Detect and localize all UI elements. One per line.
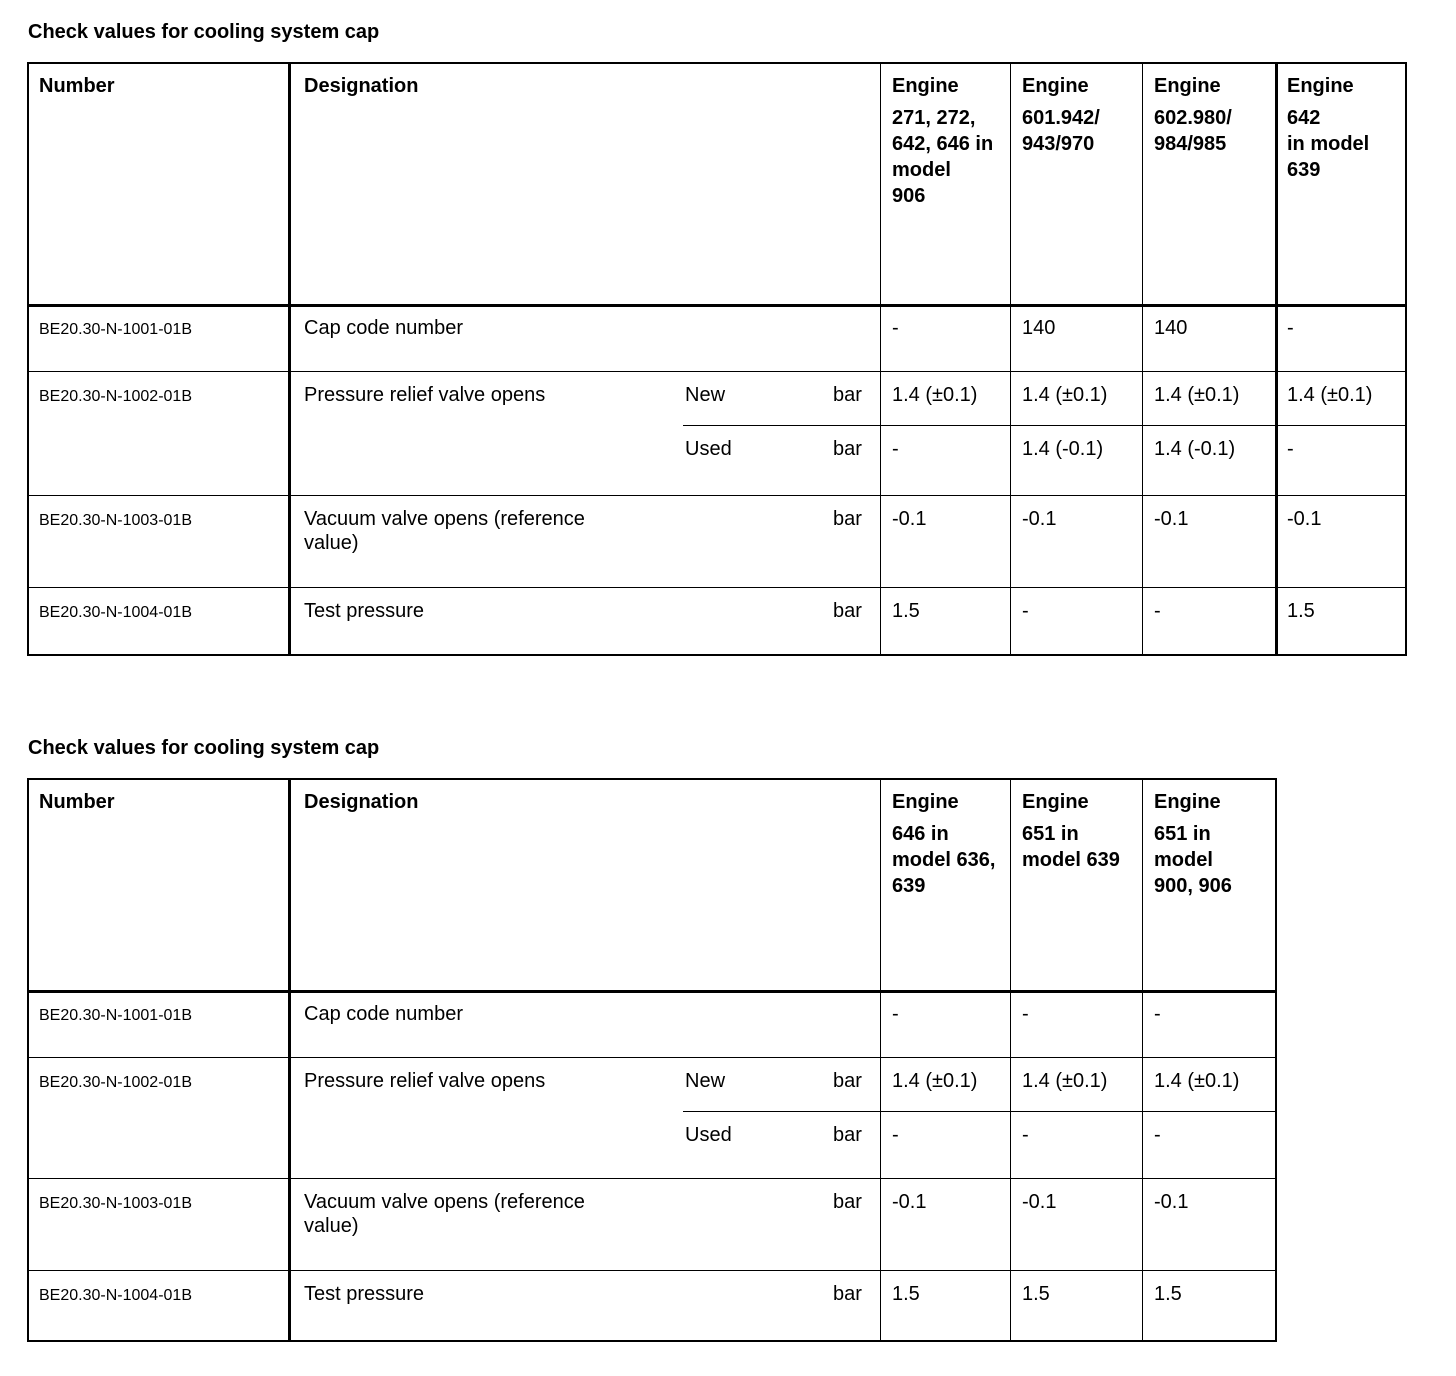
- unit-label: bar: [833, 1124, 862, 1146]
- unit-label: bar: [833, 1070, 862, 1092]
- header-engine-line: 900, 906: [1154, 875, 1232, 897]
- header-engine-line: model 636,: [892, 849, 996, 871]
- subrow-divider: [683, 1111, 1275, 1112]
- header-engine-line: 651 in: [1154, 823, 1211, 845]
- row-divider: [29, 587, 1405, 588]
- value-cell: 140: [1022, 317, 1056, 339]
- value-cell: 1.5: [892, 1283, 920, 1305]
- row-designation: Cap code number: [304, 1003, 463, 1025]
- value-cell: -: [1154, 1124, 1161, 1146]
- column-divider: [1275, 64, 1278, 654]
- header-number: Number: [39, 791, 115, 813]
- value-cell: 1.5: [1154, 1283, 1182, 1305]
- column-divider: [880, 64, 881, 654]
- column-divider: [1010, 780, 1011, 1340]
- column-divider: [1010, 64, 1011, 654]
- row-divider: [29, 495, 1405, 496]
- header-engine-line: 646 in: [892, 823, 949, 845]
- header-engine-line: 639: [892, 875, 926, 897]
- row-divider: [29, 990, 1275, 993]
- value-cell: -: [1022, 1003, 1029, 1025]
- value-cell: -: [1022, 1124, 1029, 1146]
- header-engine-line: 642: [1287, 107, 1321, 129]
- header-engine-line: 601.942/: [1022, 107, 1100, 129]
- row-designation: Vacuum valve opens (reference value): [304, 1191, 585, 1237]
- value-cell: 1.4 (±0.1): [1022, 1070, 1108, 1092]
- header-engine-line: 943/970: [1022, 133, 1095, 155]
- column-divider: [288, 64, 291, 654]
- unit-label: bar: [833, 1283, 862, 1305]
- value-cell: -: [1154, 1003, 1161, 1025]
- value-cell: 1.5: [1022, 1283, 1050, 1305]
- row-number: BE20.30-N-1002-01B: [39, 1074, 192, 1091]
- row-divider: [29, 1178, 1275, 1179]
- unit-label: bar: [833, 600, 862, 622]
- value-cell: -0.1: [1022, 508, 1057, 530]
- value-cell: 1.4 (±0.1): [1022, 384, 1108, 406]
- column-divider: [880, 780, 881, 1340]
- value-cell: -0.1: [1154, 508, 1189, 530]
- row-divider: [29, 304, 1405, 307]
- row-number: BE20.30-N-1004-01B: [39, 604, 192, 621]
- subrow-divider: [683, 425, 1405, 426]
- row-designation: Cap code number: [304, 317, 463, 339]
- unit-label: bar: [833, 438, 862, 460]
- subrow-label-new: New: [685, 1070, 726, 1092]
- header-engine-line: model 639: [1022, 849, 1120, 871]
- row-number: BE20.30-N-1004-01B: [39, 1287, 192, 1304]
- value-cell: 140: [1154, 317, 1188, 339]
- value-cell: -: [892, 438, 899, 460]
- row-divider: [29, 1057, 1275, 1058]
- subrow-label-new: New: [685, 384, 726, 406]
- header-designation: Designation: [304, 791, 419, 813]
- value-cell: -0.1: [1154, 1191, 1189, 1213]
- value-cell: -0.1: [1022, 1191, 1057, 1213]
- value-cell: -: [892, 317, 899, 339]
- header-engine-line: 906: [892, 185, 926, 207]
- row-number: BE20.30-N-1002-01B: [39, 388, 192, 405]
- value-cell: -: [1022, 600, 1029, 622]
- value-cell: -: [892, 1003, 899, 1025]
- row-number: BE20.30-N-1001-01B: [39, 321, 192, 338]
- value-cell: -0.1: [1287, 508, 1322, 530]
- value-cell: 1.4 (±0.1): [892, 384, 978, 406]
- header-designation: Designation: [304, 75, 419, 97]
- subrow-label-used: Used: [685, 438, 732, 460]
- header-engine-line: Engine: [1022, 791, 1089, 813]
- row-number: BE20.30-N-1003-01B: [39, 512, 192, 529]
- subrow-label-used: Used: [685, 1124, 732, 1146]
- row-designation: Test pressure: [304, 1283, 425, 1305]
- value-cell: -0.1: [892, 508, 927, 530]
- value-cell: -: [1287, 438, 1294, 460]
- header-engine-line: model: [892, 159, 951, 181]
- row-designation: Pressure relief valve opens: [304, 384, 546, 406]
- unit-label: bar: [833, 1191, 862, 1213]
- header-engine-line: Engine: [892, 791, 959, 813]
- header-engine-line: 602.980/: [1154, 107, 1232, 129]
- value-cell: 1.4 (±0.1): [1154, 384, 1240, 406]
- header-engine-line: 651 in: [1022, 823, 1079, 845]
- value-cell: 1.4 (±0.1): [1154, 1070, 1240, 1092]
- header-engine-line: 984/985: [1154, 133, 1227, 155]
- value-cell: 1.5: [892, 600, 920, 622]
- header-engine-line: Engine: [892, 75, 959, 97]
- column-divider: [1142, 780, 1143, 1340]
- table-2: [27, 778, 1277, 1342]
- header-engine-line: in model: [1287, 133, 1370, 155]
- header-engine-line: model: [1154, 849, 1213, 871]
- value-cell: 1.4 (-0.1): [1154, 438, 1236, 460]
- column-divider: [288, 780, 291, 1340]
- value-cell: -0.1: [892, 1191, 927, 1213]
- value-cell: -: [1154, 600, 1161, 622]
- value-cell: -: [892, 1124, 899, 1146]
- value-cell: 1.5: [1287, 600, 1315, 622]
- row-divider: [29, 1270, 1275, 1271]
- row-divider: [29, 371, 1405, 372]
- header-engine-line: 642, 646 in: [892, 133, 994, 155]
- row-number: BE20.30-N-1001-01B: [39, 1007, 192, 1024]
- value-cell: -: [1287, 317, 1294, 339]
- header-engine-line: Engine: [1287, 75, 1354, 97]
- table-1-title: Check values for cooling system cap: [28, 21, 380, 43]
- row-designation: Test pressure: [304, 600, 425, 622]
- value-cell: 1.4 (±0.1): [1287, 384, 1373, 406]
- row-number: BE20.30-N-1003-01B: [39, 1195, 192, 1212]
- header-engine-line: Engine: [1154, 791, 1221, 813]
- unit-label: bar: [833, 508, 862, 530]
- row-designation: Vacuum valve opens (reference value): [304, 508, 585, 554]
- header-number: Number: [39, 75, 115, 97]
- value-cell: 1.4 (±0.1): [892, 1070, 978, 1092]
- column-divider: [1142, 64, 1143, 654]
- value-cell: 1.4 (-0.1): [1022, 438, 1104, 460]
- row-designation: Pressure relief valve opens: [304, 1070, 546, 1092]
- header-engine-line: Engine: [1022, 75, 1089, 97]
- unit-label: bar: [833, 384, 862, 406]
- table-1: [27, 62, 1407, 656]
- header-engine-line: 639: [1287, 159, 1321, 181]
- header-engine-line: 271, 272,: [892, 107, 976, 129]
- table-2-title: Check values for cooling system cap: [28, 737, 380, 759]
- header-engine-line: Engine: [1154, 75, 1221, 97]
